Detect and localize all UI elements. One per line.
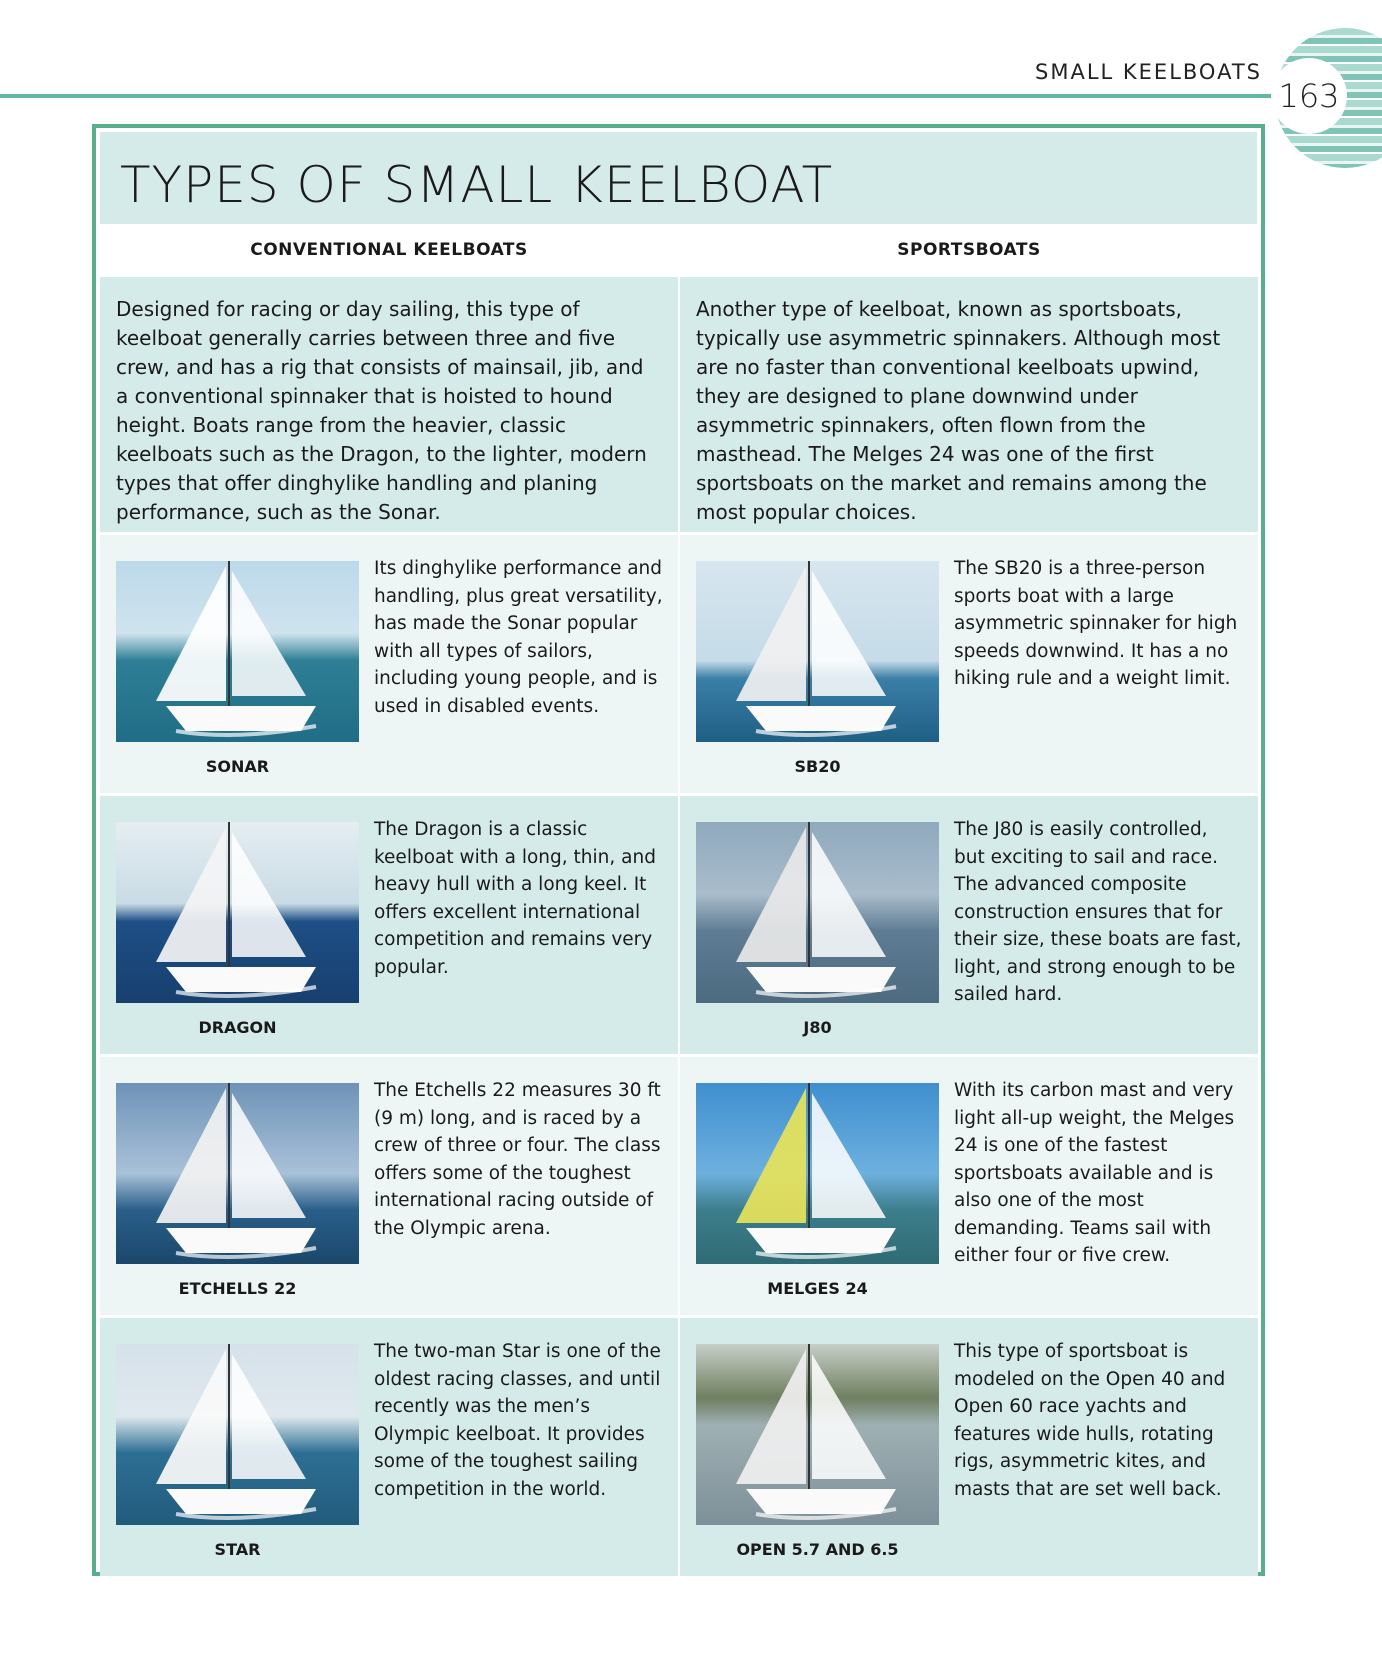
- conventional-keelboats-column: [100, 224, 678, 1576]
- boat-entry: [680, 532, 1258, 793]
- boat-description: With its carbon mast and very light all-up weight, the Melges 24 is one of the fastest sportsboats available and is also one of the most demanding. Teams sail with either four or five crew.: [954, 1080, 1235, 1266]
- boat-photo: [116, 1344, 359, 1525]
- boat-description: This type of sportsboat is modeled on the Open 40 and Open 60 race yachts and features wide hulls, rotating rigs, asymmetric kites, and masts that are set well back.: [954, 1341, 1226, 1500]
- sportsboats-column: [680, 224, 1258, 1576]
- boat-entry: [680, 793, 1258, 1054]
- boat-entry: [100, 532, 678, 793]
- column-intro: Designed for racing or day sailing, this type of keelboat generally carries between three and five crew, and has a rig that consists of mainsail, jib, and a conventional spinnaker that is hoisted to hound height. Boats range from the heavier, classic keelboats such as the Dragon, to the lighter, modern types that offer dinghylike handling and planing performance, such as the Sonar.: [100, 277, 678, 532]
- boat-name: STAR: [214, 1540, 261, 1559]
- boat-entry: [100, 793, 678, 1054]
- boat-entry: [100, 1054, 678, 1315]
- boat-photo-frame: [696, 1344, 939, 1525]
- boat-description: The J80 is easily controlled, but exciting to sail and race. The advanced composite construction ensures that for their size, these boats are fast, light, and strong enough to be sailed hard.: [954, 819, 1242, 1005]
- boat-name: J80: [803, 1018, 832, 1037]
- boat-photo: [116, 561, 359, 742]
- boat-entry: [100, 1315, 678, 1576]
- boat-description: Its dinghylike performance and handling, plus great versatility, has made the Sonar popular with all types of sailors, including young people, and is used in disabled events.: [374, 558, 663, 717]
- boat-photo: [696, 561, 939, 742]
- boat-description: The two-man Star is one of the oldest racing classes, and until recently was the men’s Olympic keelboat. It provides some of the toughest sailing competition in the world.: [374, 1341, 661, 1500]
- boat-photo-frame: [116, 1083, 359, 1264]
- boat-photo-frame: [116, 1344, 359, 1525]
- boat-name: DRAGON: [198, 1018, 277, 1037]
- column-heading: SPORTSBOATS: [680, 224, 1258, 277]
- boat-photo-frame: [116, 822, 359, 1003]
- boat-name: SONAR: [205, 757, 270, 776]
- boat-name: ETCHELLS 22: [178, 1279, 297, 1298]
- boat-name: MELGES 24: [767, 1279, 868, 1298]
- boat-description: The Dragon is a classic keelboat with a long, thin, and heavy hull with a long keel. It offers excellent international competition and remains very popular.: [374, 819, 656, 978]
- boat-entry: [680, 1315, 1258, 1576]
- boat-entry: [680, 1054, 1258, 1315]
- column-heading: CONVENTIONAL KEELBOATS: [100, 224, 678, 277]
- running-title: SMALL KEELBOATS: [1035, 60, 1262, 84]
- page-title: TYPES OF SMALL KEELBOAT: [120, 156, 834, 214]
- boat-photo-frame: [696, 561, 939, 742]
- header-rule: [0, 94, 1290, 98]
- boat-photo-frame: [696, 1083, 939, 1264]
- boat-description: The SB20 is a three-person sports boat with a large asymmetric spinnaker for high speeds downwind. It has a no hiking rule and a weight limit.: [954, 558, 1238, 689]
- boat-name: OPEN 5.7 AND 6.5: [736, 1540, 899, 1559]
- boat-photo: [116, 1083, 359, 1264]
- boat-name: SB20: [794, 757, 841, 776]
- column-intro: Another type of keelboat, known as sportsboats, typically use asymmetric spinnakers. Although most are no faster than conventional keelboats upwind, they are designed to plane downwind under asymmetric spinnakers, often flown from the masthead. The Melges 24 was one of the first sportsboats on the market and remains among the most popular choices.: [680, 277, 1258, 532]
- title-band: [100, 132, 1257, 224]
- boat-photo: [116, 822, 359, 1003]
- page-number: 163: [1271, 58, 1347, 134]
- boat-photo-frame: [116, 561, 359, 742]
- boat-photo-frame: [696, 822, 939, 1003]
- boat-photo: [696, 1083, 939, 1264]
- boat-photo: [696, 1344, 939, 1525]
- boat-photo: [696, 822, 939, 1003]
- boat-description: The Etchells 22 measures 30 ft (9 m) long, and is raced by a crew of three or four. The class offers some of the toughest international racing outside of the Olympic arena.: [374, 1080, 661, 1239]
- feature-box: [92, 124, 1265, 1576]
